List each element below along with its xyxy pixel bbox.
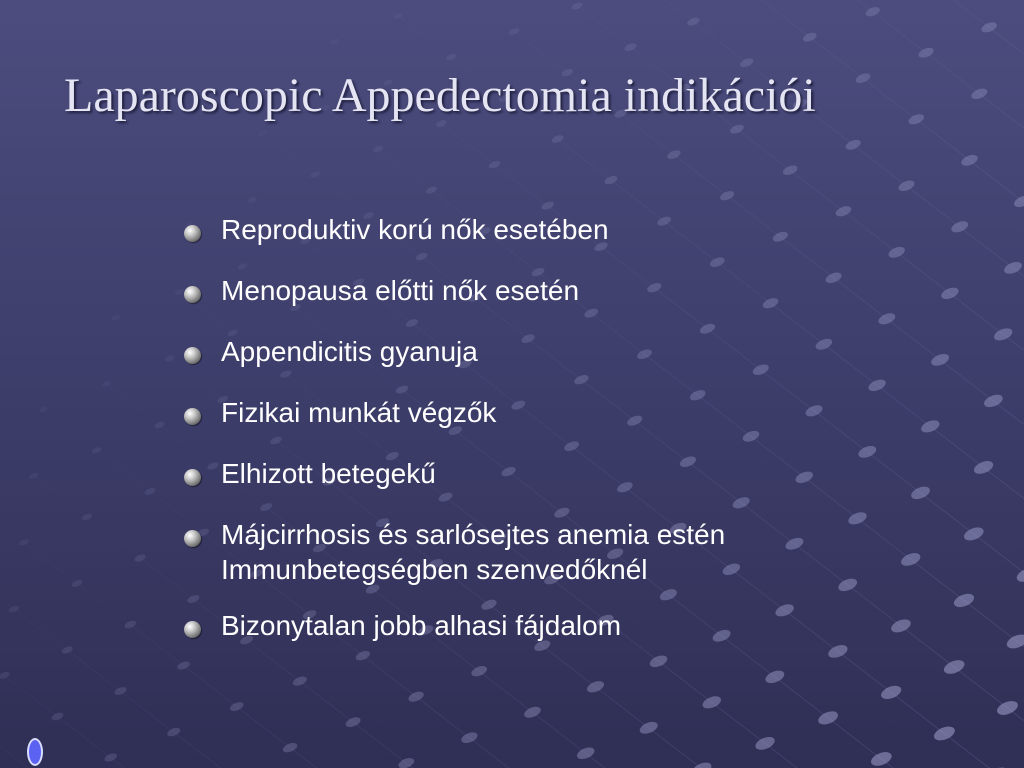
background-line (116, 305, 169, 372)
background-line (408, 0, 461, 3)
background-line (130, 612, 183, 679)
sphere-bullet-icon (184, 469, 201, 486)
background-line (873, 0, 926, 66)
background-line (820, 0, 873, 24)
background-line (558, 126, 611, 193)
bullet-item (184, 517, 1004, 587)
background-line (757, 0, 810, 50)
background-line (97, 438, 150, 505)
bullet-text-continuation: Immunbetegségben szenvedőknél (221, 554, 648, 585)
background-dot (0, 737, 1, 747)
background-line (77, 571, 130, 638)
background-line (853, 132, 906, 199)
bullet-text: Elhizott betegekű (221, 458, 436, 489)
background-line (649, 715, 702, 768)
sphere-bullet-icon (184, 408, 201, 425)
background-line (936, 0, 989, 40)
background-line (469, 725, 522, 768)
background-line (461, 0, 514, 44)
background-line (398, 3, 451, 70)
background-dot (1015, 565, 1024, 584)
background-line (262, 121, 315, 188)
background-line (495, 152, 548, 219)
background-line (67, 637, 120, 704)
bullet-item (184, 334, 1004, 369)
bullet-item (184, 395, 1004, 430)
sphere-bullet-icon (184, 530, 201, 547)
background-line (586, 741, 639, 768)
background-line (737, 116, 790, 183)
background-line (227, 760, 280, 768)
background-dot (691, 760, 713, 768)
background-line (43, 397, 96, 464)
bullet-list (184, 212, 1004, 669)
background-dot (1012, 193, 1024, 209)
background-line (765, 731, 818, 768)
background-line (237, 694, 290, 761)
background-line (121, 678, 174, 745)
background-line (524, 0, 577, 19)
sphere-bullet-icon (184, 286, 201, 303)
background-line (111, 745, 164, 768)
bullet-text: Menopausa előtti nők esetén (221, 275, 580, 306)
background-line (4, 663, 57, 730)
background-line (87, 504, 140, 571)
background-line (106, 371, 159, 438)
slide-nav-button[interactable] (27, 738, 43, 766)
background-line (300, 668, 353, 735)
background-line (14, 596, 67, 663)
background-line (353, 709, 406, 768)
background-line (174, 719, 227, 768)
background-line (24, 530, 77, 597)
bullet-text: Appendicitis gyanuja (221, 336, 478, 367)
background-line (378, 136, 431, 203)
bullet-text: Májcirrhosis és sarlósejtes anemia estén (221, 519, 726, 550)
sphere-bullet-icon (184, 621, 201, 638)
bullet-item (184, 608, 1004, 643)
background-line (577, 0, 630, 60)
bullet-text: Bizonytalan jobb alhasi fájdalom (221, 610, 622, 641)
bullet-item (184, 456, 1004, 491)
background-line (34, 463, 87, 530)
bullet-text: Fizikai munkát végzők (221, 397, 497, 428)
background-line (290, 735, 343, 768)
slide-title: Laparoscopic Appedectomia indikációi (64, 69, 816, 122)
background-line (674, 142, 727, 209)
background-line (999, 0, 1024, 15)
background-line (640, 0, 693, 34)
background-line (406, 750, 459, 768)
sphere-bullet-icon (184, 225, 201, 242)
bullet-text: Reproduktiv korú nők esetében (221, 214, 609, 245)
bullet-item (184, 273, 1004, 308)
sphere-bullet-icon (184, 347, 201, 364)
bullet-item (184, 212, 1004, 247)
background-line (57, 704, 110, 768)
background-line (998, 762, 1024, 768)
background-line (703, 0, 756, 9)
